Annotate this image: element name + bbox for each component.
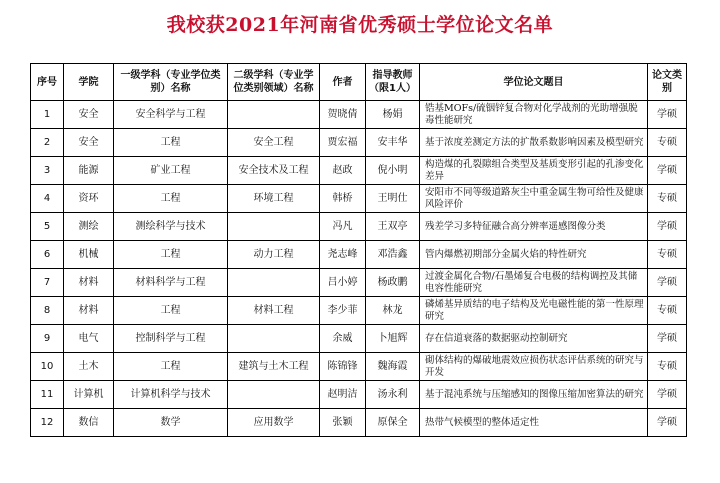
cell-no: 7 (31, 269, 64, 297)
cell-no: 5 (31, 213, 64, 241)
cell-no: 12 (31, 409, 64, 437)
cell-discipline1: 计算机科学与技术 (114, 381, 228, 409)
cell-advisor: 安丰华 (366, 129, 420, 157)
cell-advisor: 邓浩鑫 (366, 241, 420, 269)
cell-thesis-type: 学硕 (648, 381, 687, 409)
cell-thesis-type: 学硕 (648, 157, 687, 185)
table-row (31, 353, 687, 381)
cell-advisor: 倪小明 (366, 157, 420, 185)
cell-thesis-title: 锆基MOFs/硫铟锌复合物对化学战剂的光助增强脱毒性能研究 (420, 101, 648, 129)
cell-author: 余威 (320, 325, 366, 353)
cell-author: 赵政 (320, 157, 366, 185)
cell-no: 3 (31, 157, 64, 185)
table-row (31, 213, 687, 241)
cell-thesis-title: 管内爆燃初期部分金属火焰的特性研究 (420, 241, 648, 269)
cell-author: 陈锦锋 (320, 353, 366, 381)
cell-no: 6 (31, 241, 64, 269)
cell-thesis-title: 构造煤的孔裂隙组合类型及基质变形引起的孔渗变化差异 (420, 157, 648, 185)
table-row (31, 241, 687, 269)
cell-discipline2 (228, 213, 320, 241)
cell-college: 计算机 (64, 381, 114, 409)
table-row (31, 185, 687, 213)
cell-discipline1: 控制科学与工程 (114, 325, 228, 353)
header-no: 序号 (31, 64, 64, 101)
header-discipline1: 一级学科（专业学位类别）名称 (114, 64, 228, 101)
cell-discipline2: 环境工程 (228, 185, 320, 213)
table-row (31, 101, 687, 129)
cell-author: 贺晓倩 (320, 101, 366, 129)
cell-discipline2: 建筑与土木工程 (228, 353, 320, 381)
cell-advisor: 林龙 (366, 297, 420, 325)
cell-no: 9 (31, 325, 64, 353)
header-college: 学院 (64, 64, 114, 101)
cell-thesis-title: 基于混沌系统与压缩感知的图像压缩加密算法的研究 (420, 381, 648, 409)
cell-advisor: 王明仕 (366, 185, 420, 213)
cell-thesis-type: 学硕 (648, 325, 687, 353)
cell-thesis-type: 学硕 (648, 213, 687, 241)
cell-no: 1 (31, 101, 64, 129)
cell-thesis-title: 热带气候模型的整体适定性 (420, 409, 648, 437)
cell-advisor: 汤永利 (366, 381, 420, 409)
cell-college: 安全 (64, 129, 114, 157)
table-row (31, 157, 687, 185)
cell-college: 电气 (64, 325, 114, 353)
cell-thesis-type: 学硕 (648, 269, 687, 297)
table-row (31, 325, 687, 353)
cell-college: 安全 (64, 101, 114, 129)
cell-college: 土木 (64, 353, 114, 381)
cell-advisor: 杨政鹏 (366, 269, 420, 297)
cell-discipline2: 动力工程 (228, 241, 320, 269)
cell-author: 李少菲 (320, 297, 366, 325)
cell-advisor: 王双亭 (366, 213, 420, 241)
cell-college: 机械 (64, 241, 114, 269)
header-advisor: 指导教师（限1人） (366, 64, 420, 101)
cell-thesis-type: 专硕 (648, 297, 687, 325)
cell-discipline1: 工程 (114, 185, 228, 213)
cell-thesis-title: 基于浓度差测定方法的扩散系数影响因素及模型研究 (420, 129, 648, 157)
cell-discipline2 (228, 101, 320, 129)
cell-discipline2 (228, 381, 320, 409)
cell-no: 8 (31, 297, 64, 325)
cell-college: 数信 (64, 409, 114, 437)
cell-college: 材料 (64, 297, 114, 325)
cell-discipline2: 应用数学 (228, 409, 320, 437)
page-title: 我校获2021年河南省优秀硕士学位论文名单 (166, 14, 554, 36)
table-row (31, 269, 687, 297)
cell-thesis-title: 过渡金属化合物/石墨烯复合电极的结构调控及其储电容性能研究 (420, 269, 648, 297)
cell-thesis-type: 学硕 (648, 101, 687, 129)
cell-college: 能源 (64, 157, 114, 185)
table-header-row (31, 64, 687, 101)
header-author: 作者 (320, 64, 366, 101)
cell-author: 贾宏福 (320, 129, 366, 157)
cell-discipline1: 工程 (114, 297, 228, 325)
cell-thesis-type: 专硕 (648, 129, 687, 157)
cell-discipline2 (228, 269, 320, 297)
cell-discipline2: 材料工程 (228, 297, 320, 325)
cell-advisor: 杨娟 (366, 101, 420, 129)
cell-no: 10 (31, 353, 64, 381)
cell-discipline1: 数学 (114, 409, 228, 437)
cell-discipline1: 工程 (114, 353, 228, 381)
cell-author: 吕小婷 (320, 269, 366, 297)
cell-advisor: 原保全 (366, 409, 420, 437)
cell-discipline1: 材料科学与工程 (114, 269, 228, 297)
cell-thesis-type: 学硕 (648, 409, 687, 437)
cell-college: 资环 (64, 185, 114, 213)
cell-discipline1: 工程 (114, 241, 228, 269)
cell-discipline1: 安全科学与工程 (114, 101, 228, 129)
header-discipline2: 二级学科（专业学位类别领域）名称 (228, 64, 320, 101)
cell-discipline2: 安全工程 (228, 129, 320, 157)
cell-discipline1: 工程 (114, 129, 228, 157)
table-row (31, 409, 687, 437)
cell-discipline1: 测绘科学与技术 (114, 213, 228, 241)
header-thesis-type: 论文类别 (648, 64, 687, 101)
cell-thesis-type: 专硕 (648, 353, 687, 381)
cell-thesis-title: 磷烯基异质结的电子结构及光电磁性能的第一性原理研究 (420, 297, 648, 325)
cell-college: 测绘 (64, 213, 114, 241)
cell-discipline1: 矿业工程 (114, 157, 228, 185)
cell-no: 11 (31, 381, 64, 409)
cell-author: 赵明洁 (320, 381, 366, 409)
table-row (31, 297, 687, 325)
cell-thesis-type: 专硕 (648, 241, 687, 269)
cell-no: 2 (31, 129, 64, 157)
thesis-list-table (30, 63, 687, 437)
cell-discipline2: 安全技术及工程 (228, 157, 320, 185)
table-row (31, 129, 687, 157)
cell-thesis-type: 专硕 (648, 185, 687, 213)
cell-author: 尧志峰 (320, 241, 366, 269)
cell-thesis-title: 安阳市不同等级道路灰尘中重金属生物可给性及健康风险评价 (420, 185, 648, 213)
cell-author: 韩桥 (320, 185, 366, 213)
cell-thesis-title: 残差学习多特征融合高分辨率遥感图像分类 (420, 213, 648, 241)
cell-no: 4 (31, 185, 64, 213)
cell-author: 冯凡 (320, 213, 366, 241)
cell-discipline2 (228, 325, 320, 353)
cell-advisor: 魏海霞 (366, 353, 420, 381)
table-row (31, 381, 687, 409)
cell-thesis-title: 砌体结构的爆破地震效应损伤状态评估系统的研究与开发 (420, 353, 648, 381)
cell-advisor: 卜旭辉 (366, 325, 420, 353)
header-thesis-title: 学位论文题目 (420, 64, 648, 101)
cell-thesis-title: 存在信道衰落的数据驱动控制研究 (420, 325, 648, 353)
cell-author: 张颖 (320, 409, 366, 437)
cell-college: 材料 (64, 269, 114, 297)
table-body (31, 101, 687, 437)
